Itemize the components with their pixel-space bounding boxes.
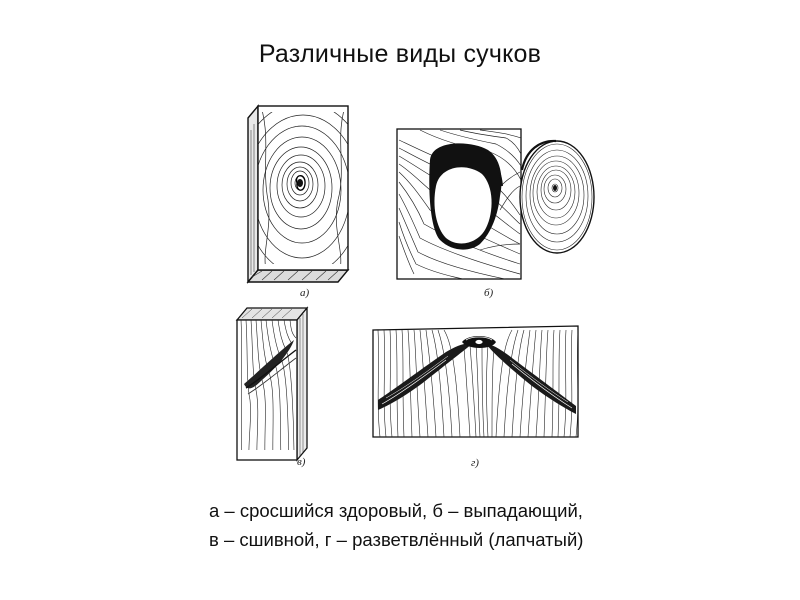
figure-a-intergrown-knot (220, 88, 388, 312)
figure-label-a: а) (300, 287, 310, 299)
figure-label-v: в) (297, 456, 306, 468)
figure-label-g: г) (471, 457, 479, 469)
figure-label-b: б) (484, 287, 494, 299)
slide-title: Различные виды сучков (258, 40, 542, 68)
figure-v-spike-knot (237, 308, 307, 460)
figure-b-falling-knot (397, 129, 594, 286)
figure-g-branched-knot (373, 326, 578, 437)
caption-line-1: а – сросшийся здоровый, б – выпадающий, (209, 500, 583, 521)
caption-line-2: в – сшивной, г – разветвлённый (лапчатый) (209, 529, 584, 550)
